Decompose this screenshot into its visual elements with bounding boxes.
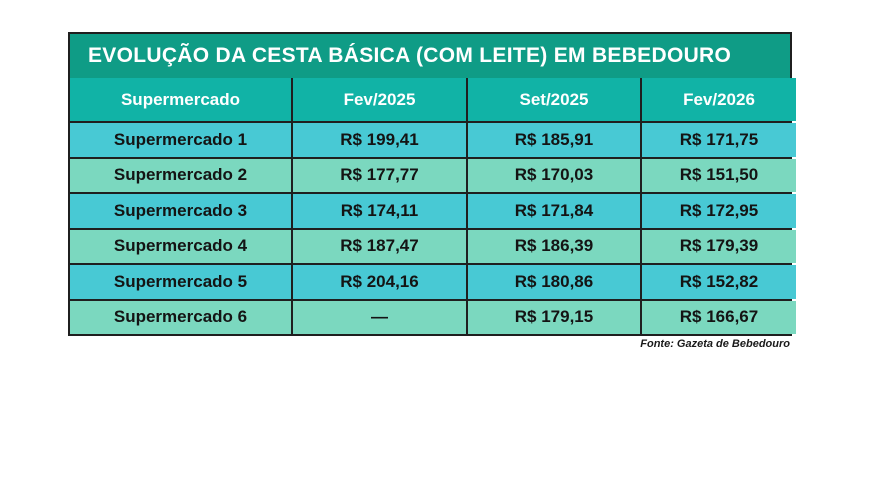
source-note: Fonte: Gazeta de Bebedouro xyxy=(640,338,790,350)
table-cell: R$ 204,16 xyxy=(293,265,466,299)
table-cell: Supermercado 3 xyxy=(70,194,291,228)
table-cell: R$ 166,67 xyxy=(642,301,796,335)
table-cell: R$ 199,41 xyxy=(293,123,466,157)
table-cell: Supermercado 4 xyxy=(70,230,291,264)
column-header: Fev/2026 xyxy=(642,78,796,121)
table-cell: R$ 151,50 xyxy=(642,159,796,193)
table-cell: R$ 171,75 xyxy=(642,123,796,157)
table-cell: R$ 186,39 xyxy=(468,230,640,264)
table-cell: Supermercado 6 xyxy=(70,301,291,335)
table-cell: — xyxy=(293,301,466,335)
price-table xyxy=(70,78,790,334)
column-header: Set/2025 xyxy=(468,78,640,121)
table-cell: R$ 179,15 xyxy=(468,301,640,335)
table-cell: R$ 179,39 xyxy=(642,230,796,264)
table-cell: R$ 174,11 xyxy=(293,194,466,228)
table-cell: R$ 177,77 xyxy=(293,159,466,193)
column-header: Fev/2025 xyxy=(293,78,466,121)
table-title: EVOLUÇÃO DA CESTA BÁSICA (COM LEITE) EM BEBEDOURO xyxy=(70,34,790,78)
column-header: Supermercado xyxy=(70,78,291,121)
table-cell: R$ 172,95 xyxy=(642,194,796,228)
table-cell: Supermercado 5 xyxy=(70,265,291,299)
table-cell: R$ 187,47 xyxy=(293,230,466,264)
price-table-card xyxy=(68,32,792,336)
table-cell: Supermercado 1 xyxy=(70,123,291,157)
table-cell: R$ 152,82 xyxy=(642,265,796,299)
table-cell: Supermercado 2 xyxy=(70,159,291,193)
table-cell: R$ 170,03 xyxy=(468,159,640,193)
table-cell: R$ 180,86 xyxy=(468,265,640,299)
table-cell: R$ 171,84 xyxy=(468,194,640,228)
table-cell: R$ 185,91 xyxy=(468,123,640,157)
